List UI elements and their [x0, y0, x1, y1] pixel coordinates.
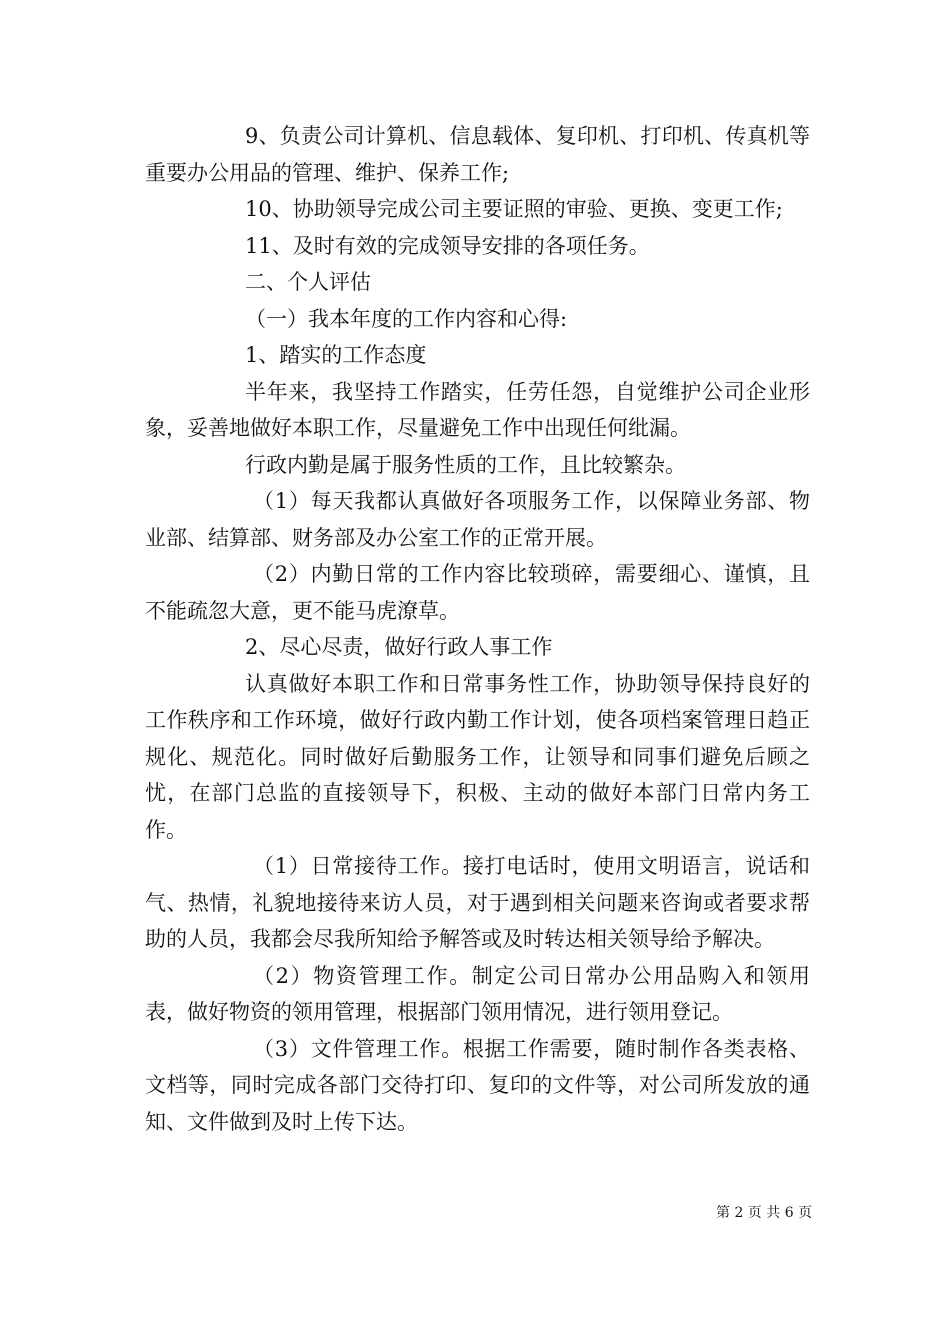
paragraph-item-10: 10、协助领导完成公司主要证照的审验、更换、变更工作; [245, 197, 783, 221]
paragraph-item-11: 11、及时有效的完成领导安排的各项任务。 [245, 233, 650, 258]
section-heading-personal-evaluation: 二、个人评估 [245, 270, 371, 294]
paragraph-admin-duties: 认真做好本职工作和日常事务性工作，协助领导保持良好的工作秩序和工作环境，做好行政内勤工作计划，使各项档案管理日趋正规化、规范化。同时做好后勤服务工作，让领导和同事们避免后顾之忧，在部门总监的直接领导下，积极、主动的做好本部门日常内务工作。 [145, 671, 810, 842]
paragraph-careful-work: （2）内勤日常的工作内容比较琐碎，需要细心、谨慎，且不能疏忽大意，更不能马虎潦草。 [145, 562, 810, 623]
document-body [145, 118, 810, 1140]
page-number: 第 2 页 共 6 页 [716, 1205, 813, 1221]
paragraph-item-9: 9、负责公司计算机、信息载体、复印机、打印机、传真机等重要办公用品的管理、维护、保养工作; [145, 124, 810, 185]
paragraph-reception-work: （1）日常接待工作。接打电话时，使用文明语言，说话和气、热情，礼貌地接待来访人员，对于遇到相关问题来咨询或者要求帮助的人员，我都会尽我所知给予解答或及时转达相关领导给予解决。 [145, 854, 810, 951]
paragraph-half-year: 半年来，我坚持工作踏实，任劳任怨，自觉维护公司企业形象，妥善地做好本职工作，尽量避免工作中出现任何纰漏。 [145, 379, 810, 440]
paragraph-supplies-management: （2）物资管理工作。制定公司日常办公用品购入和领用表，做好物资的领用管理，根据部门领用情况，进行领用登记。 [145, 963, 810, 1024]
paragraph-daily-service: （1）每天我都认真做好各项服务工作，以保障业务部、物业部、结算部、财务部及办公室工作的正常开展。 [145, 489, 810, 550]
subsection-heading-work-content: （一）我本年度的工作内容和心得: [245, 306, 568, 331]
point-heading-admin-hr: 2、尽心尽责，做好行政人事工作 [245, 635, 553, 659]
paragraph-document-management: （3）文件管理工作。根据工作需要，随时制作各类表格、文档等，同时完成各部门交待打印、复印的文件等，对公司所发放的通知、文件做到及时上传下达。 [145, 1036, 810, 1134]
point-heading-work-attitude: 1、踏实的工作态度 [245, 343, 427, 367]
paragraph-admin-service: 行政内勤是属于服务性质的工作，且比较繁杂。 [245, 452, 686, 477]
